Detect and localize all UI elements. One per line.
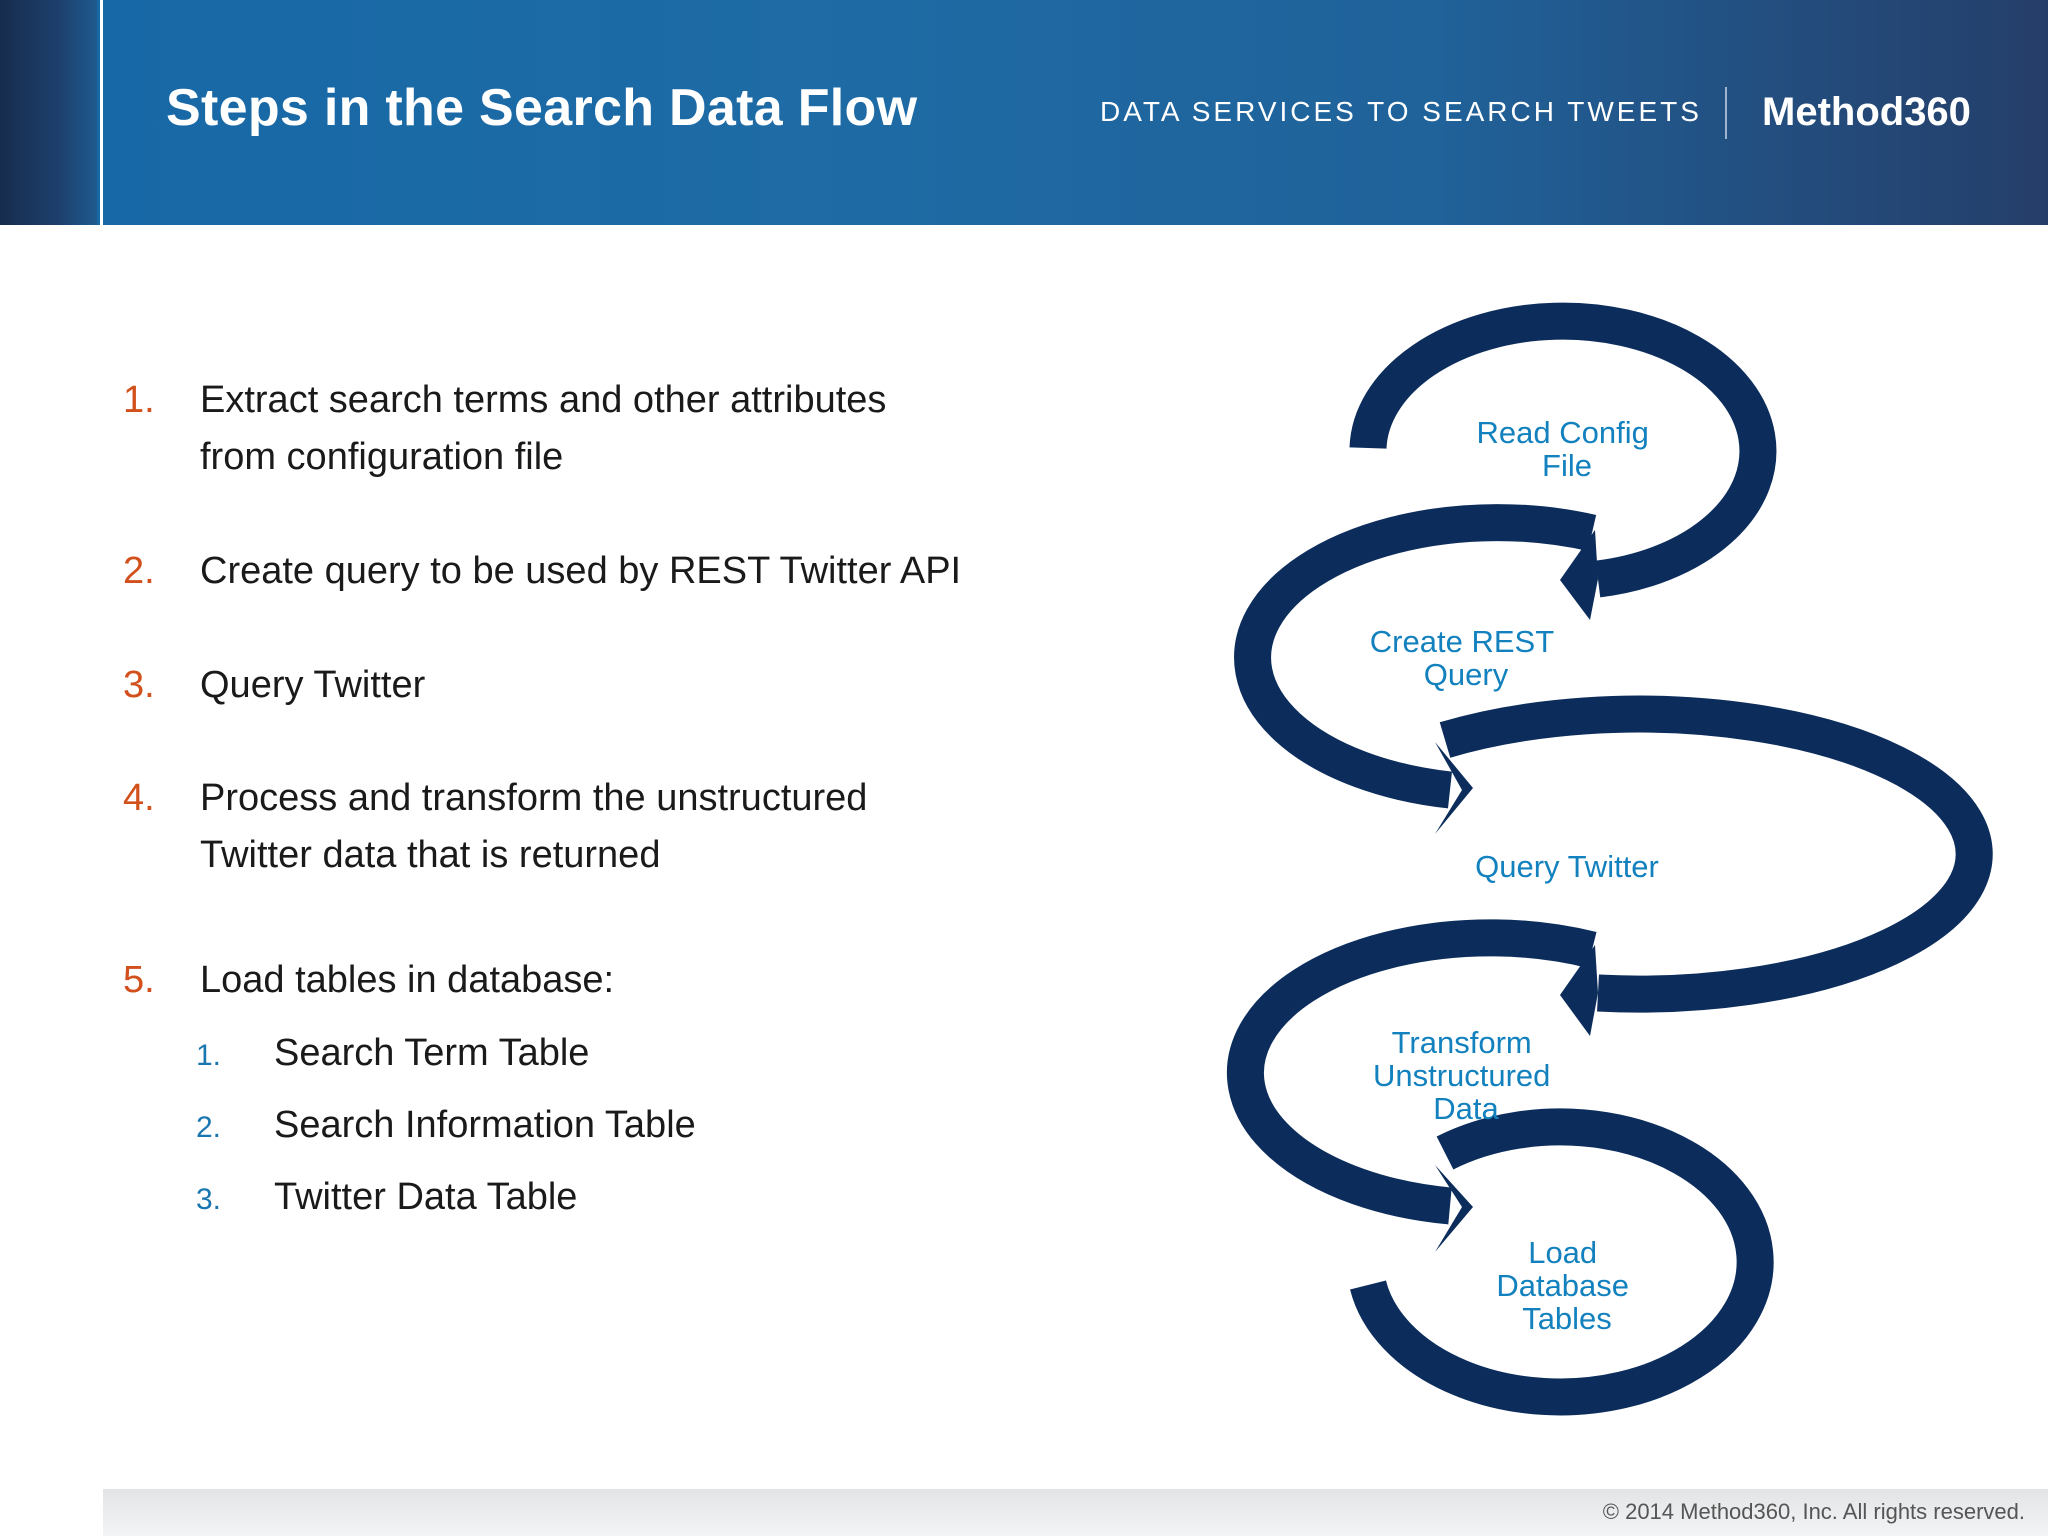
footer-bar: [103, 1489, 2048, 1536]
sub-step-number: 2.: [196, 1111, 222, 1144]
step-text: Process and transform the unstructured Twitter data that is returned: [200, 777, 868, 876]
step-text: Create query to be used by REST Twitter API: [200, 550, 962, 592]
flow-stage-label: Create REST Query: [1369, 624, 1554, 692]
sub-step-number: 3.: [196, 1183, 222, 1216]
step-number: 5.: [123, 959, 155, 1001]
step-text: Load tables in database:: [200, 959, 615, 1001]
sub-step-text: Search Information Table: [274, 1104, 696, 1146]
flow-stage-label: Read Config File: [1476, 415, 1649, 483]
flow-stage-label: Transform Unstructured Data: [1372, 1025, 1551, 1126]
step-number: 3.: [123, 664, 155, 706]
step-number: 4.: [123, 777, 155, 819]
step-text: Query Twitter: [200, 664, 426, 706]
copyright-text: © 2014 Method360, Inc. All rights reserved.: [1602, 1499, 2025, 1524]
sub-step-text: Search Term Table: [274, 1032, 590, 1074]
sub-step-text: Twitter Data Table: [274, 1176, 578, 1218]
sub-step-number: 1.: [196, 1039, 222, 1072]
slide-subtitle: DATA SERVICES TO SEARCH TWEETS: [1100, 96, 1702, 127]
step-number: 1.: [123, 379, 155, 421]
brand-logo-text: Method360: [1762, 90, 1971, 134]
flow-stage-label: Load Database Tables: [1496, 1235, 1630, 1336]
slide-title: Steps in the Search Data Flow: [166, 79, 918, 137]
step-number: 2.: [123, 550, 155, 592]
flow-stage-label: Query Twitter: [1475, 849, 1659, 884]
step-text: Extract search terms and other attributes from configuration file: [200, 379, 887, 478]
